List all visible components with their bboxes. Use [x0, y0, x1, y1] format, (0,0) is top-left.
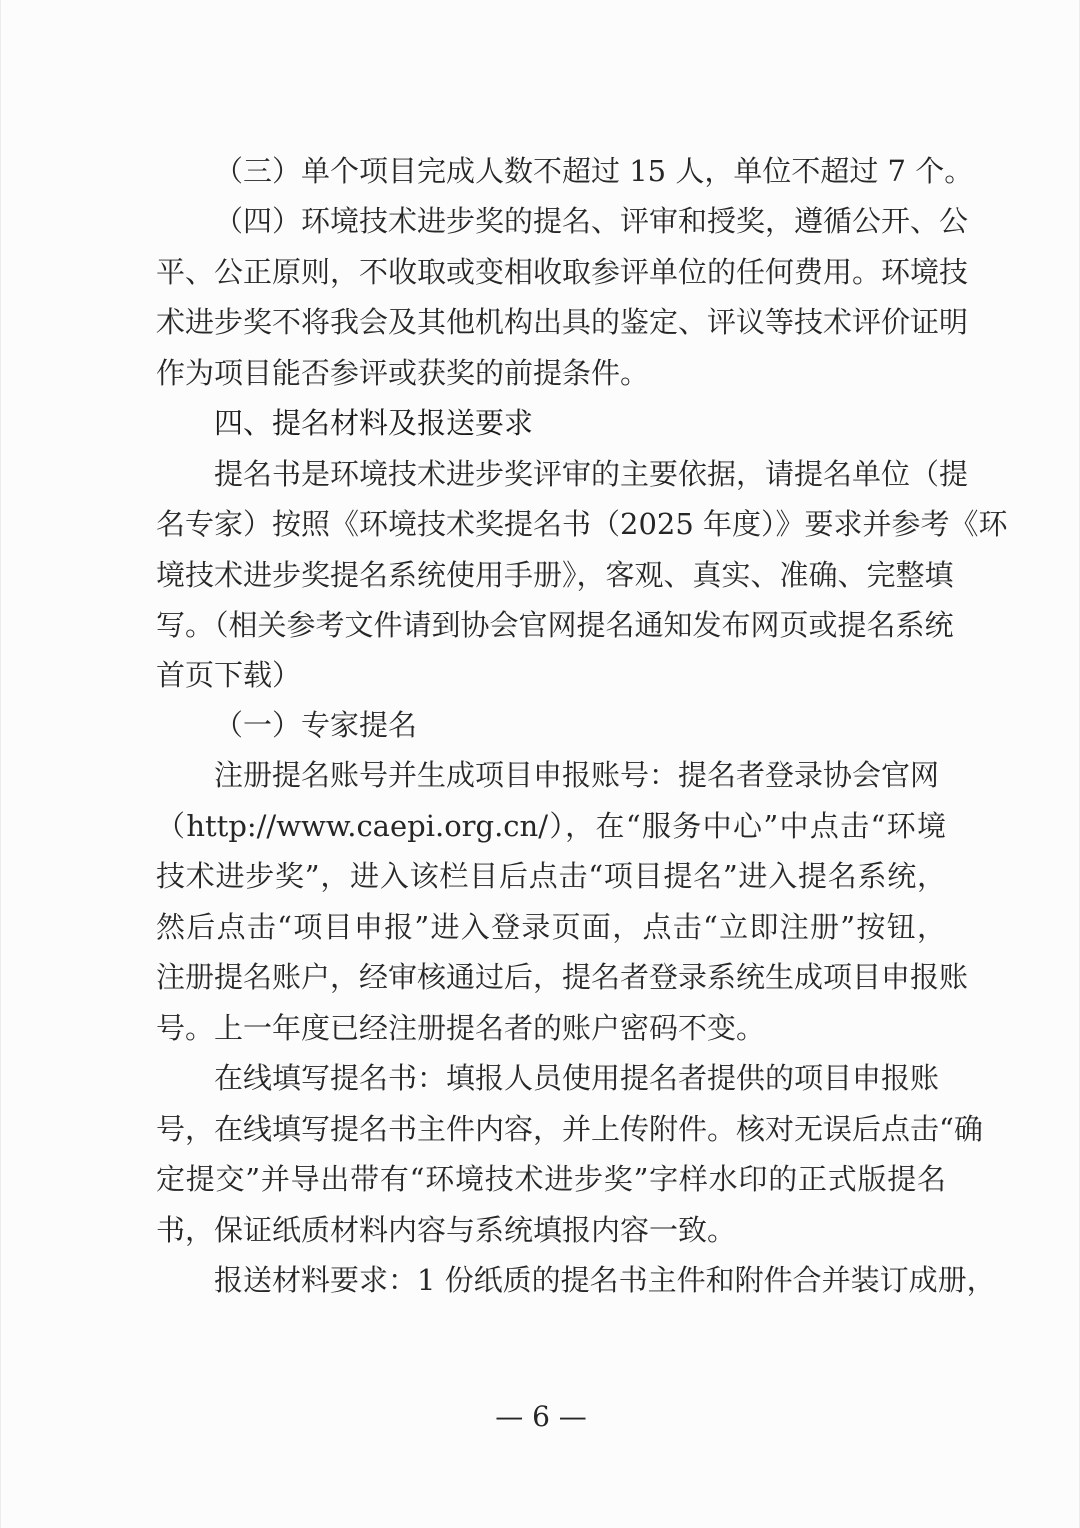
- paragraph-item-4-line-4: 作为项目能否参评或获奖的前提条件。: [156, 356, 650, 390]
- paragraph-item-3-line-1: （三）单个项目完成人数不超过 15 人，单位不超过 7 个。: [214, 154, 974, 188]
- paragraph-item-4-line-2: 平、公正原则，不收取或变相收取参评单位的任何费用。环境技: [156, 255, 969, 289]
- paragraph-nomination-line-4: 写。（相关参考文件请到协会官网提名通知发布网页或提名系统: [156, 608, 954, 642]
- paragraph-nomination-line-2: 名专家）按照《环境技术奖提名书（2025 年度）》要求并参考《环: [156, 507, 1008, 541]
- paragraph-register-line-5: 注册提名账户，经审核通过后，提名者登录系统生成项目申报账: [156, 960, 969, 994]
- subsection-heading-expert: （一）专家提名: [214, 708, 418, 742]
- paragraph-online-line-2: 号，在线填写提名书主件内容，并上传附件。核对无误后点击“确: [156, 1112, 983, 1146]
- paragraph-nomination-line-3: 境技术进步奖提名系统使用手册》，客观、真实、准确、完整填: [156, 558, 954, 592]
- paragraph-online-line-4: 书，保证纸质材料内容与系统填报内容一致。: [156, 1213, 737, 1247]
- section-heading-4: 四、提名材料及报送要求: [214, 406, 534, 440]
- page-number: — 6 —: [495, 1400, 587, 1433]
- paragraph-online-line-3: 定提交”并导出带有“环境技术进步奖”字样水印的正式版提名: [156, 1162, 946, 1196]
- paragraph-register-line-2: （http://www.caepi.org.cn/），在“服务中心”中点击“环境: [156, 809, 946, 843]
- paragraph-materials-line-1: 报送材料要求：1 份纸质的提名书主件和附件合并装订成册，: [214, 1263, 996, 1297]
- paragraph-item-4-line-1: （四）环境技术进步奖的提名、评审和授奖，遵循公开、公: [214, 204, 969, 238]
- paragraph-online-line-1: 在线填写提名书：填报人员使用提名者提供的项目申报账: [214, 1061, 940, 1095]
- paragraph-register-line-3: 技术进步奖”，进入该栏目后点击“项目提名”进入提名系统，: [156, 859, 946, 893]
- paragraph-register-line-1: 注册提名账号并生成项目申报账号：提名者登录协会官网: [214, 758, 940, 792]
- paragraph-nomination-line-1: 提名书是环境技术进步奖评审的主要依据，请提名单位（提: [214, 457, 969, 491]
- paragraph-item-4-line-3: 术进步奖不将我会及其他机构出具的鉴定、评议等技术评价证明: [156, 305, 969, 339]
- paragraph-nomination-line-5: 首页下载）: [156, 658, 302, 692]
- paragraph-register-line-6: 号。上一年度已经注册提名者的账户密码不变。: [156, 1011, 766, 1045]
- paragraph-register-line-4: 然后点击“项目申报”进入登录页面，点击“立即注册”按钮，: [156, 910, 946, 944]
